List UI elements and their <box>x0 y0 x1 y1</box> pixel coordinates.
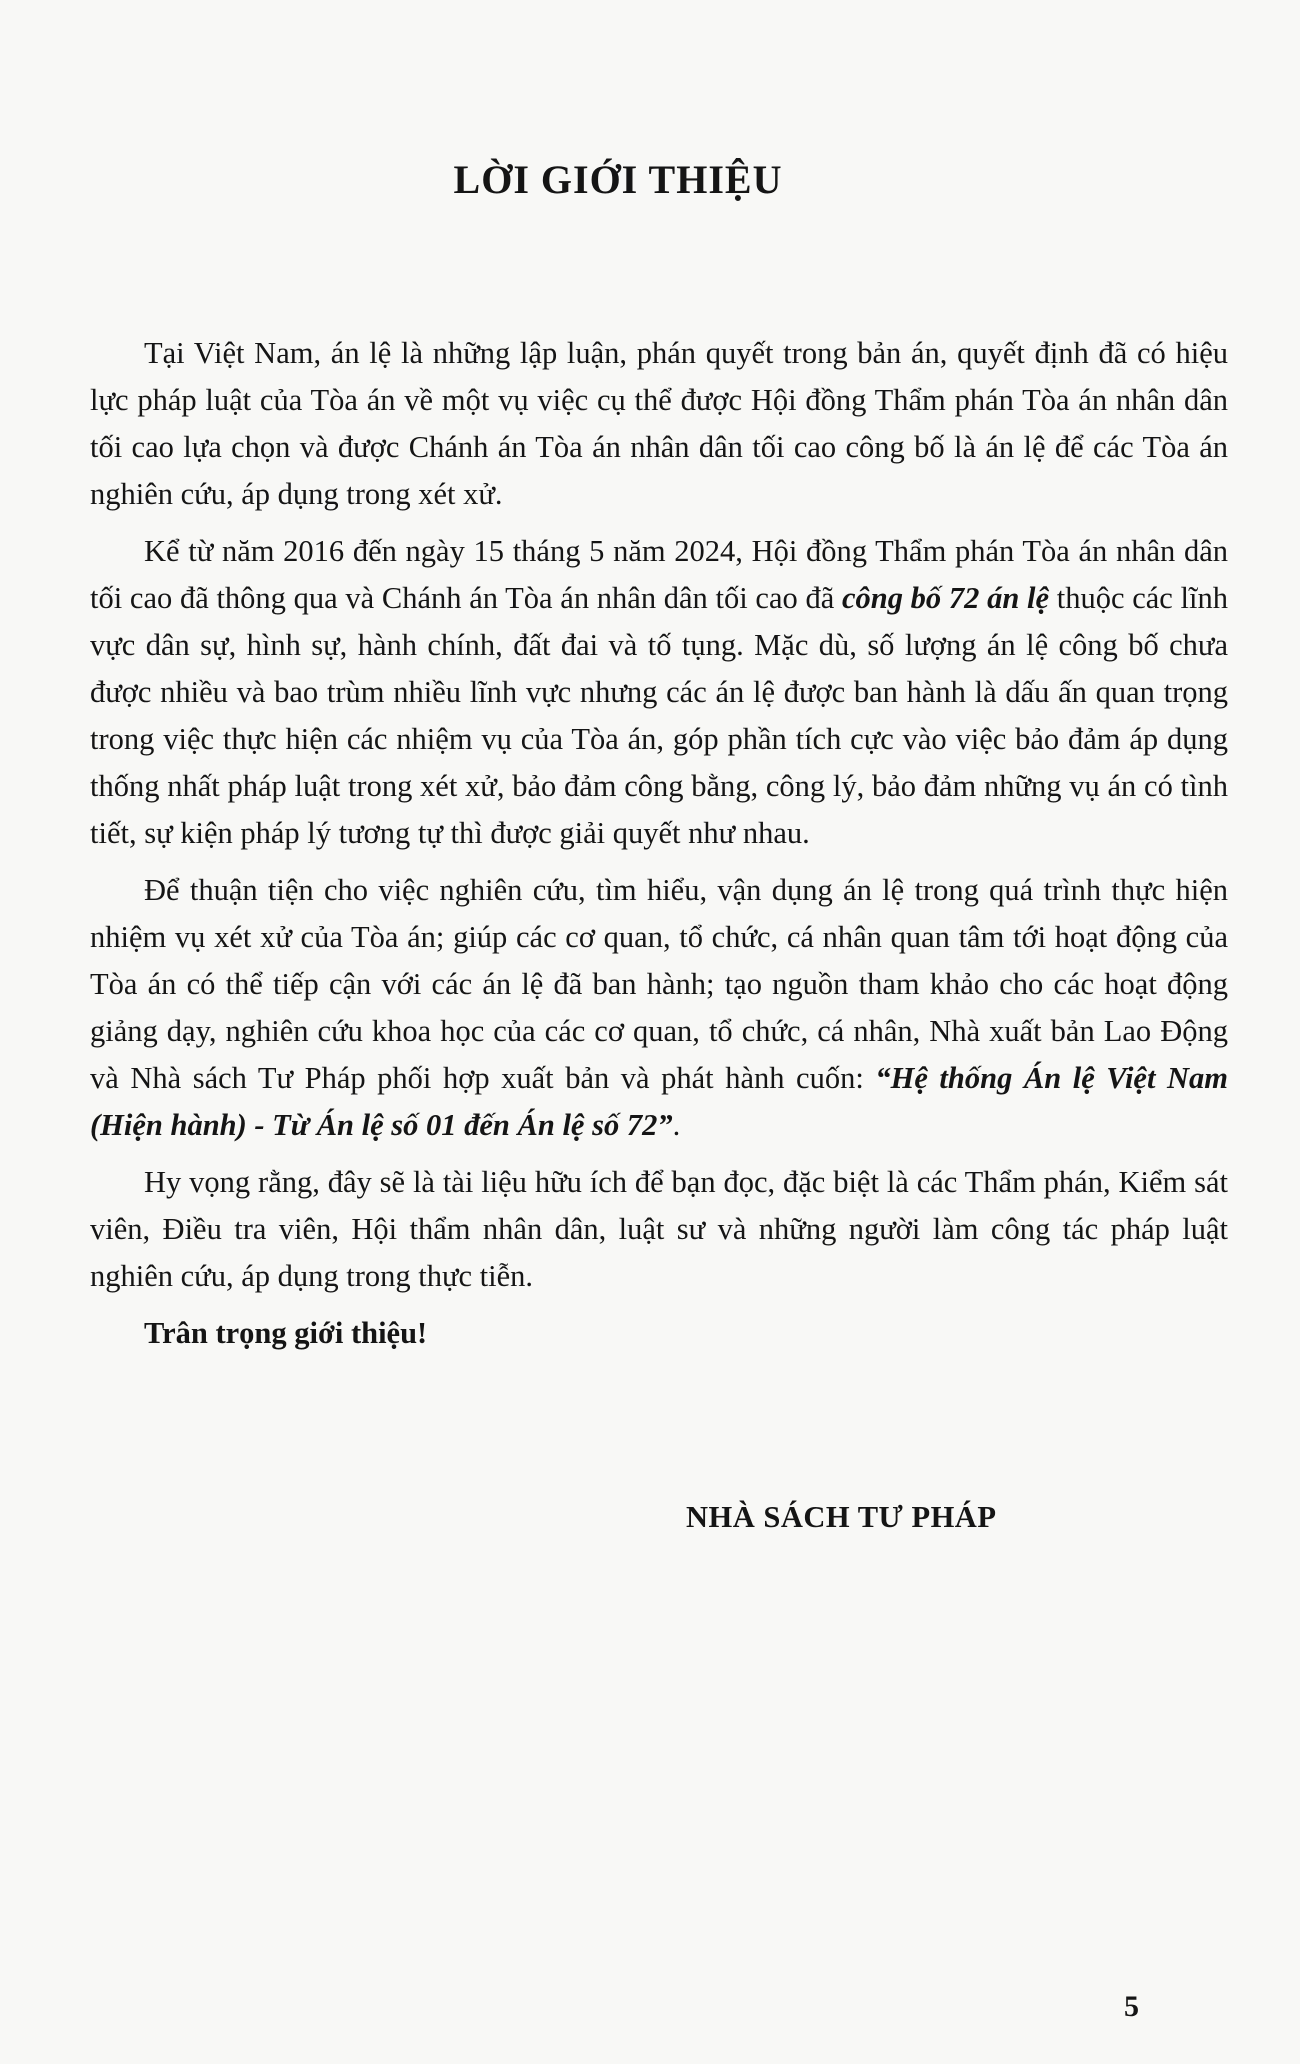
paragraph-2-text-start: Kể từ năm 2016 đến ngày 15 tháng 5 năm 2024, Hội đồng Thẩm phán Tòa án nhân dân tối cao đã thông qua và Chánh án Tòa án nhân dân tối cao đã <box>90 534 1228 615</box>
paragraph-3-text-end: . <box>672 1108 681 1142</box>
page-title: LỜI GIỚI THIỆU <box>453 157 783 202</box>
paragraph-2 <box>90 528 1228 857</box>
body-text <box>90 330 1228 1367</box>
paragraph-1-text: Tại Việt Nam, án lệ là những lập luận, phán quyết trong bản án, quyết định đã có hiệu lực pháp luật của Tòa án về một vụ việc cụ thể được Hội đồng Thẩm phán Tòa án nhân dân tối cao lựa chọn và được Chánh án Tòa án nhân dân tối cao công bố là án lệ để các Tòa án nghiên cứu, áp dụng trong xét xử. <box>90 336 1228 511</box>
closing-line <box>90 1310 1228 1357</box>
book-title-emphasis: “Hệ thống Án lệ Việt Nam (Hiện hành) - Từ Án lệ số 01 đến Án lệ số 72” <box>90 1061 1229 1142</box>
paragraph-4-text: Hy vọng rằng, đây sẽ là tài liệu hữu ích để bạn đọc, đặc biệt là các Thẩm phán, Kiểm sát viên, Điều tra viên, Hội thẩm nhân dân, luật sư và những người làm công tác pháp luật nghiên cứu, áp dụng trong thực tiễn. <box>90 1165 1228 1293</box>
closing-text: Trân trọng giới thiệu! <box>144 1316 428 1350</box>
page-number: 5 <box>1124 1990 1139 2023</box>
emphasis-72-precedents: công bố 72 án lệ <box>841 581 1050 615</box>
paragraph-1 <box>90 330 1228 518</box>
paragraph-2-text-end: thuộc các lĩnh vực dân sự, hình sự, hành chính, đất đai và tố tụng. Mặc dù, số lượng án lệ công bố chưa được nhiều và bao trùm nhiều lĩnh vực nhưng các án lệ được ban hành là dấu ấn quan trọng trong việc thực hiện các nhiệm vụ của Tòa án, góp phần tích cực vào việc bảo đảm áp dụng thống nhất pháp luật trong xét xử, bảo đảm công bằng, công lý, bảo đảm những vụ án có tình tiết, sự kiện pháp lý tương tự thì được giải quyết như nhau. <box>90 581 1228 850</box>
paragraph-3 <box>90 867 1228 1149</box>
paragraph-4 <box>90 1159 1228 1300</box>
paragraph-3-text-start: Để thuận tiện cho việc nghiên cứu, tìm hiểu, vận dụng án lệ trong quá trình thực hiện nhiệm vụ xét xử của Tòa án; giúp các cơ quan, tổ chức, cá nhân quan tâm tới hoạt động của Tòa án có thể tiếp cận với các án lệ đã ban hành; tạo nguồn tham khảo cho các hoạt động giảng dạy, nghiên cứu khoa học của các cơ quan, tổ chức, cá nhân, Nhà xuất bản Lao Động và Nhà sách Tư Pháp phối hợp xuất bản và phát hành cuốn: <box>90 873 1228 1095</box>
publisher-signature: NHÀ SÁCH TƯ PHÁP <box>686 1500 997 1534</box>
